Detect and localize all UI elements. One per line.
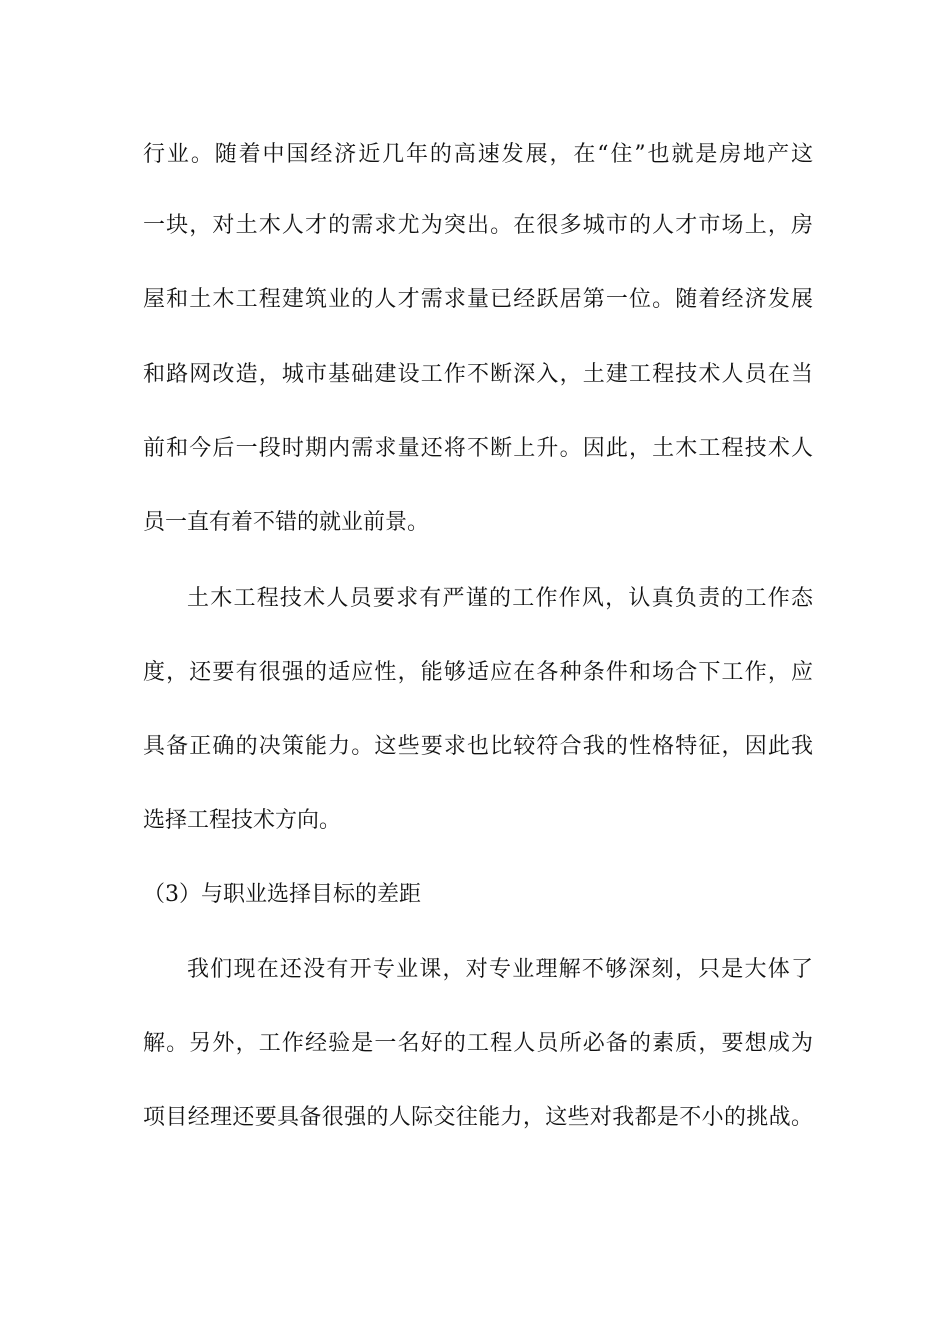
paragraph-1-line-1: 行业。随着中国经济近几年的高速发展，在“住”也就是房地产这: [143, 142, 813, 167]
paragraph-2-line-3: 具备正确的决策能力。这些要求也比较符合我的性格特征，因此我: [143, 734, 813, 759]
paragraph-3-line-1: 我们现在还没有开专业课，对专业理解不够深刻，只是大体了: [187, 957, 813, 982]
paragraph-3-line-3: 项目经理还要具备很强的人际交往能力，这些对我都是不小的挑战。: [143, 1105, 813, 1130]
paragraph-1-line-5: 前和今后一段时期内需求量还将不断上升。因此，土木工程技术人: [143, 436, 813, 461]
paragraph-3-line-2: 解。另外，工作经验是一名好的工程人员所必备的素质，要想成为: [143, 1031, 813, 1056]
paragraph-1-line-2: 一块，对土木人才的需求尤为突出。在很多城市的人才市场上，房: [143, 213, 813, 238]
paragraph-1-line-3: 屋和土木工程建筑业的人才需求量已经跃居第一位。随着经济发展: [143, 287, 813, 312]
paragraph-1-line-4: 和路网改造，城市基础建设工作不断深入，土建工程技术人员在当: [143, 362, 813, 387]
paragraph-2-line-2: 度，还要有很强的适应性，能够适应在各种条件和场合下工作，应: [143, 660, 813, 685]
paragraph-2-line-4: 选择工程技术方向。: [143, 808, 342, 833]
section-heading: （3）与职业选择目标的差距: [143, 882, 421, 907]
paragraph-1-line-6: 员一直有着不错的就业前景。: [143, 510, 430, 535]
paragraph-2-line-1: 土木工程技术人员要求有严谨的工作作风，认真负责的工作态: [187, 586, 813, 611]
